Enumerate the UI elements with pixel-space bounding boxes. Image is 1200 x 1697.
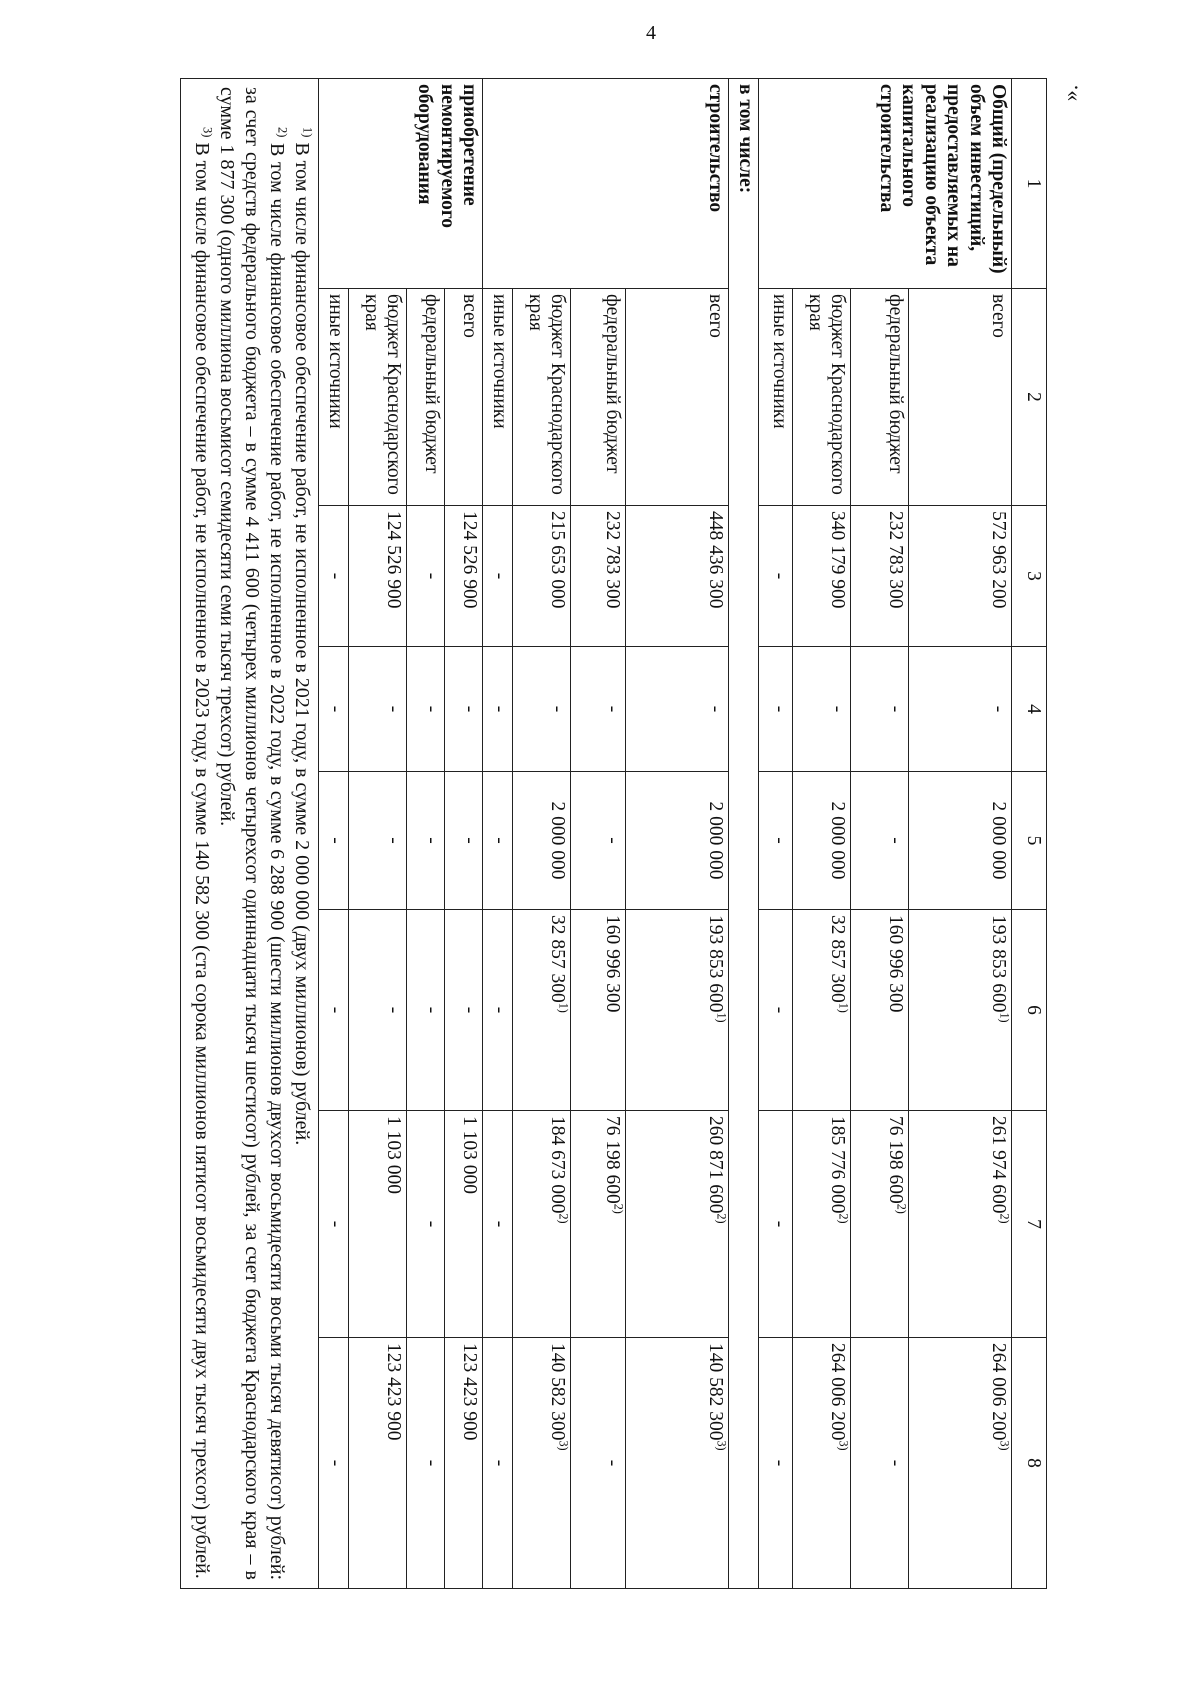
amount: - [421, 1220, 442, 1228]
column-number: 6 [1012, 910, 1047, 1111]
amount: 140 582 300 [705, 1343, 726, 1441]
table-row [513, 79, 571, 1589]
footnotes-cell [181, 79, 319, 1589]
amount: 185 776 000 [827, 1116, 848, 1214]
value-cell [851, 1338, 909, 1589]
amount: 124 526 900 [459, 511, 480, 609]
value-cell [626, 910, 729, 1111]
footnotes-row [181, 79, 319, 1589]
funding-source-cell: бюджет Краснодарского края [513, 289, 571, 506]
amount: - [325, 837, 346, 844]
funding-source-cell: всего [445, 289, 483, 506]
value-cell [759, 772, 793, 910]
rotated-table-block [141, 78, 1047, 1588]
amount: 215 653 000 [547, 511, 568, 609]
value-cell [851, 772, 909, 910]
amount: - [421, 1006, 442, 1014]
footnote-ref: 1) [714, 1012, 729, 1023]
amount: 193 853 600 [988, 915, 1009, 1013]
footnote-ref: 2) [997, 1213, 1012, 1224]
value-cell [319, 772, 349, 910]
value-cell [759, 1338, 793, 1589]
value-cell [851, 506, 909, 647]
amount: 2 000 000 [988, 801, 1009, 880]
amount: 193 853 600 [705, 915, 726, 1013]
table-row [851, 79, 909, 1589]
footnote-ref: 2) [714, 1213, 729, 1224]
value-cell [513, 506, 571, 647]
value-cell [793, 1111, 851, 1338]
amount: - [325, 705, 346, 713]
column-number: 4 [1012, 647, 1047, 772]
value-cell [571, 506, 626, 647]
amount: - [421, 837, 442, 844]
amount: - [769, 1006, 790, 1014]
footnote-ref: 2) [611, 1203, 626, 1214]
amount: - [489, 1006, 510, 1014]
amount: - [459, 1006, 480, 1014]
value-cell [407, 772, 445, 910]
column-number: 2 [1012, 289, 1047, 506]
value-cell [319, 910, 349, 1111]
value-cell [445, 1111, 483, 1338]
footnote [289, 87, 314, 1580]
value-cell [851, 1111, 909, 1338]
amount: 32 857 300 [547, 915, 568, 1003]
value-cell [909, 1111, 1012, 1338]
amount: - [988, 705, 1009, 713]
amount: - [769, 705, 790, 713]
funding-source-cell: федеральный бюджет [407, 289, 445, 506]
value-cell [513, 910, 571, 1111]
column-number: 7 [1012, 1111, 1047, 1338]
amount: - [421, 572, 442, 580]
value-cell [571, 772, 626, 910]
closing-quote-mark: ». [1057, 84, 1083, 102]
value-cell [349, 910, 407, 1111]
amount: - [489, 572, 510, 580]
value-cell [407, 910, 445, 1111]
amount: - [769, 572, 790, 580]
amount: - [885, 1459, 906, 1467]
value-cell [483, 772, 513, 910]
value-cell [793, 910, 851, 1111]
value-cell [407, 506, 445, 647]
amount: 140 582 300 [547, 1343, 568, 1441]
value-cell [513, 647, 571, 772]
footnote-mark: 2) [275, 127, 290, 138]
footnote-text: В том числе финансовое обеспечение работ, не исполненное в 2023 году, в сумме 140 582 300 (ста сорока миллионов пятисот восьмидесяти двух тысяч трехсот) рублей. [191, 142, 213, 1579]
value-cell [759, 647, 793, 772]
footnote-ref: 3) [997, 1440, 1012, 1451]
amount: 1 103 000 [383, 1116, 404, 1194]
amount: - [769, 1459, 790, 1467]
section-label: в том числе: [729, 79, 759, 1589]
value-cell [349, 1338, 407, 1589]
value-cell [851, 910, 909, 1111]
funding-source-cell: иные источники [483, 289, 513, 506]
amount: 123 423 900 [383, 1343, 404, 1441]
amount: 261 974 600 [988, 1116, 1009, 1214]
value-cell [759, 1111, 793, 1338]
table-row [793, 79, 851, 1589]
value-cell [571, 910, 626, 1111]
value-cell [759, 910, 793, 1111]
table-row [571, 79, 626, 1589]
table-row [626, 79, 729, 1589]
value-cell [793, 506, 851, 647]
amount: - [602, 1459, 623, 1467]
value-cell [445, 910, 483, 1111]
value-cell [626, 506, 729, 647]
amount: 123 423 900 [459, 1343, 480, 1441]
amount: - [885, 837, 906, 844]
footnote-mark: 3) [200, 127, 215, 138]
amount: 2 000 000 [547, 801, 568, 880]
value-cell [445, 647, 483, 772]
footnote-ref: 1) [997, 1012, 1012, 1023]
funding-source-cell: бюджет Краснодарского края [349, 289, 407, 506]
value-cell [349, 772, 407, 910]
amount: 260 871 600 [705, 1116, 726, 1214]
table-row [349, 79, 407, 1589]
footnote-ref: 3) [556, 1440, 571, 1451]
value-cell [909, 506, 1012, 647]
amount: 340 179 900 [827, 511, 848, 609]
value-cell [445, 506, 483, 647]
value-cell [319, 1338, 349, 1589]
value-cell [793, 647, 851, 772]
table-row [483, 79, 513, 1589]
amount: 184 673 000 [547, 1116, 568, 1214]
value-cell [483, 1111, 513, 1338]
value-cell [626, 647, 729, 772]
table-body [181, 79, 1047, 1589]
column-number: 5 [1012, 772, 1047, 910]
item-name-cell: приобретение немонтируемого оборудования [319, 79, 483, 289]
amount: - [325, 1006, 346, 1014]
amount: - [325, 1220, 346, 1228]
amount: 448 436 300 [705, 511, 726, 609]
value-cell [445, 772, 483, 910]
amount: 232 783 300 [885, 511, 906, 609]
value-cell [513, 1338, 571, 1589]
amount: - [383, 837, 404, 844]
value-cell [909, 647, 1012, 772]
value-cell [909, 910, 1012, 1111]
table-row [759, 79, 793, 1589]
value-cell [319, 1111, 349, 1338]
value-cell [349, 1111, 407, 1338]
value-cell [407, 647, 445, 772]
value-cell [407, 1338, 445, 1589]
amount: - [489, 705, 510, 713]
amount: 160 996 300 [602, 915, 623, 1013]
value-cell [349, 506, 407, 647]
amount: 2 000 000 [827, 801, 848, 880]
amount: - [602, 705, 623, 713]
value-cell [349, 647, 407, 772]
value-cell [319, 506, 349, 647]
funding-source-cell: федеральный бюджет [851, 289, 909, 506]
value-cell [445, 1338, 483, 1589]
amount: 1 103 000 [459, 1116, 480, 1194]
footnote-ref: 1) [556, 1002, 571, 1013]
footnote-ref: 3) [714, 1440, 729, 1451]
amount: 232 783 300 [602, 511, 623, 609]
funding-source-cell: всего [626, 289, 729, 506]
amount: - [705, 705, 726, 713]
value-cell [626, 1111, 729, 1338]
amount: - [421, 1459, 442, 1467]
footnote-ref: 3) [836, 1440, 851, 1451]
column-number: 1 [1012, 79, 1047, 289]
value-cell [483, 1338, 513, 1589]
amount: 264 006 200 [988, 1343, 1009, 1441]
table-row [729, 79, 759, 1589]
amount: 160 996 300 [885, 915, 906, 1013]
value-cell [483, 910, 513, 1111]
table-row [407, 79, 445, 1589]
footnote-text: В том числе финансовое обеспечение работ, не исполненное в 2021 году, в сумме 2 000 000 (двух миллионов) рублей. [291, 142, 313, 1146]
footnote-ref: 2) [836, 1213, 851, 1224]
funding-source-cell: иные источники [319, 289, 349, 506]
investment-table [180, 78, 1047, 1589]
amount: 124 526 900 [383, 511, 404, 609]
footnote [189, 87, 214, 1580]
amount: - [489, 1459, 510, 1467]
amount: - [547, 705, 568, 713]
value-cell [759, 506, 793, 647]
value-cell [626, 1338, 729, 1589]
value-cell [626, 772, 729, 910]
value-cell [793, 1338, 851, 1589]
footnote-text: В том числе финансовое обеспечение работ, не исполненное в 2022 году, в сумме 6 288 900 (шести миллионов двухсот восьмидесяти восьми тысяч девятисот) рублей: за счет средств федерального бюджета – в сумме 4 411 600 (четырех миллионов четырехсот одиннадцати тысяч шестисот) рублей, за счет бюджета Краснодарского края – в сумме 1 877 300 (одного миллиона восьмисот семидесяти семи тысяч трехсот) рублей. [216, 87, 288, 1581]
value-cell [793, 772, 851, 910]
value-cell [909, 1338, 1012, 1589]
amount: 32 857 300 [827, 915, 848, 1003]
amount: 76 198 600 [885, 1116, 906, 1204]
column-number: 8 [1012, 1338, 1047, 1589]
amount: - [383, 1006, 404, 1014]
amount: - [489, 837, 510, 844]
amount: 2 000 000 [705, 801, 726, 880]
value-cell [407, 1111, 445, 1338]
footnote-ref: 2) [894, 1203, 909, 1214]
amount: 264 006 200 [827, 1343, 848, 1441]
footnote-ref: 1) [836, 1002, 851, 1013]
amount: - [885, 705, 906, 713]
amount: - [769, 837, 790, 844]
funding-source-cell: федеральный бюджет [571, 289, 626, 506]
value-cell [319, 647, 349, 772]
footnote [214, 87, 289, 1580]
value-cell [571, 1338, 626, 1589]
amount: - [459, 705, 480, 713]
value-cell [483, 647, 513, 772]
amount: - [769, 1220, 790, 1228]
table-row [909, 79, 1012, 1589]
value-cell [513, 1111, 571, 1338]
amount: 76 198 600 [602, 1116, 623, 1204]
value-cell [851, 647, 909, 772]
amount: - [602, 837, 623, 844]
value-cell [483, 506, 513, 647]
value-cell [571, 647, 626, 772]
column-number: 3 [1012, 506, 1047, 647]
amount: - [489, 1220, 510, 1228]
page-number: 4 [646, 22, 656, 44]
value-cell [571, 1111, 626, 1338]
item-name-cell: строительство [483, 79, 729, 289]
table-row [445, 79, 483, 1589]
footnote-ref: 2) [556, 1213, 571, 1224]
amount: - [827, 705, 848, 713]
column-number-row [1012, 79, 1047, 1589]
amount: 572 963 200 [988, 511, 1009, 609]
value-cell [909, 772, 1012, 910]
funding-source-cell: бюджет Краснодарского края [793, 289, 851, 506]
amount: - [325, 1459, 346, 1467]
table-row [319, 79, 349, 1589]
value-cell [513, 772, 571, 910]
footnote-mark: 1) [300, 127, 315, 138]
amount: - [383, 705, 404, 713]
amount: - [459, 837, 480, 844]
amount: - [325, 572, 346, 580]
amount: - [421, 705, 442, 713]
funding-source-cell: иные источники [759, 289, 793, 506]
item-name-cell: Общий (предельный) объем инвестиций, предоставляемых на реализацию объекта капитального строительства [759, 79, 1012, 289]
funding-source-cell: всего [909, 289, 1012, 506]
